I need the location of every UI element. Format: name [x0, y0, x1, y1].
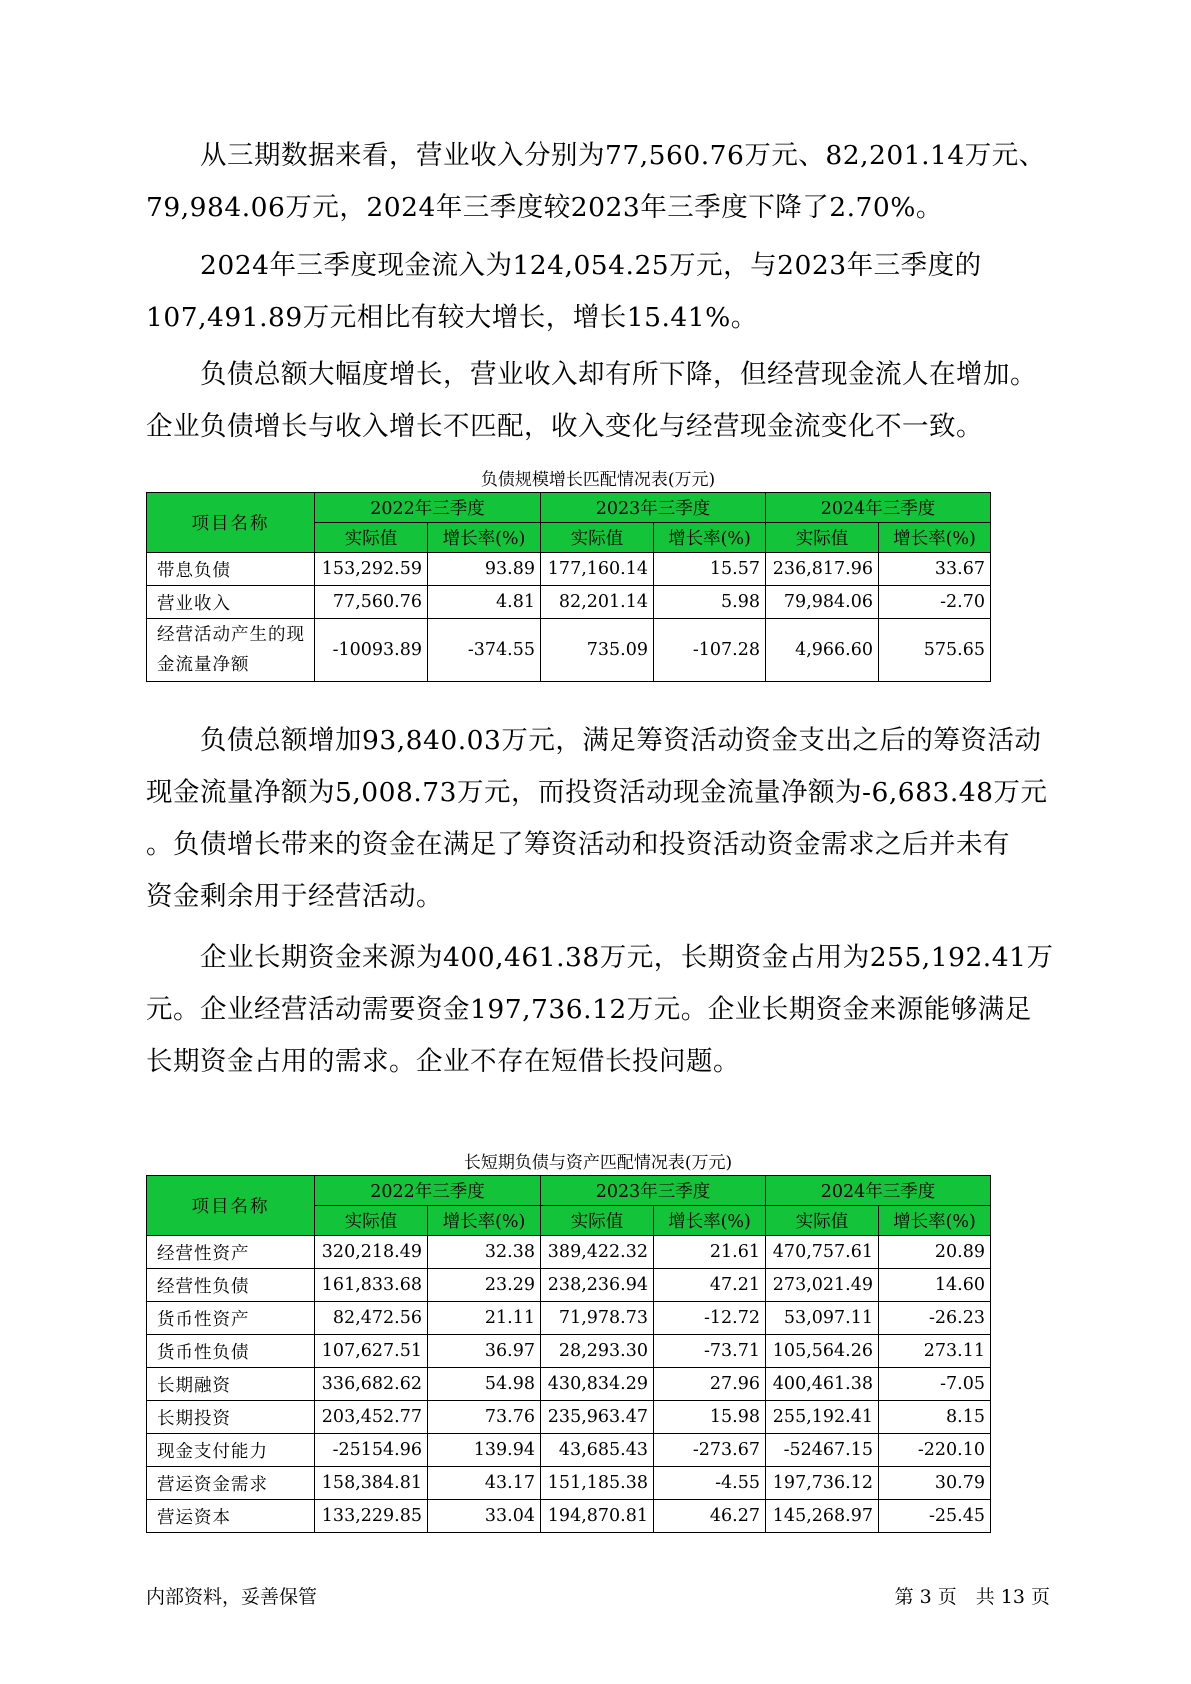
- header-period: 2022年三季度: [315, 1176, 541, 1206]
- row-label: 带息负债: [147, 553, 315, 586]
- footer-confidential: 内部资料，妥善保管: [146, 1586, 318, 1608]
- growth-rate-cell: 32.38: [428, 1236, 541, 1269]
- actual-value-cell: 177,160.14: [541, 553, 654, 586]
- paragraph-line: 负债总额增加93,840.03万元，满足筹资活动资金支出之后的筹资活动: [200, 725, 1042, 756]
- paragraph-line: 从三期数据来看，营业收入分别为77,560.76万元、82,201.14万元、: [200, 140, 1046, 171]
- header-actual-value: 实际值: [315, 1206, 428, 1236]
- table-row: [147, 619, 991, 682]
- growth-rate-cell: 33.04: [428, 1500, 541, 1533]
- row-label: 长期投资: [147, 1401, 315, 1434]
- paragraph-line: 107,491.89万元相比有较大增长，增长15.41%。: [146, 302, 758, 333]
- actual-value-cell: 79,984.06: [766, 586, 879, 619]
- actual-value-cell: 194,870.81: [541, 1500, 654, 1533]
- header-item-name: 项目名称: [147, 493, 315, 553]
- actual-value-cell: 77,560.76: [315, 586, 428, 619]
- actual-value-cell: 400,461.38: [766, 1368, 879, 1401]
- header-item-name: 项目名称: [147, 1176, 315, 1236]
- actual-value-cell: 430,834.29: [541, 1368, 654, 1401]
- header-period: 2024年三季度: [766, 493, 991, 523]
- growth-rate-cell: 15.57: [654, 553, 766, 586]
- actual-value-cell: 145,268.97: [766, 1500, 879, 1533]
- actual-value-cell: 320,218.49: [315, 1236, 428, 1269]
- table1-body: [147, 553, 991, 682]
- actual-value-cell: 4,966.60: [766, 619, 879, 682]
- actual-value-cell: 82,201.14: [541, 586, 654, 619]
- header-growth-rate: 增长率(%): [879, 523, 991, 553]
- growth-rate-cell: 8.15: [879, 1401, 991, 1434]
- table2-caption: 长短期负债与资产匹配情况表(万元): [463, 1153, 733, 1173]
- actual-value-cell: 28,293.30: [541, 1335, 654, 1368]
- actual-value-cell: 255,192.41: [766, 1401, 879, 1434]
- header-actual-value: 实际值: [766, 1206, 879, 1236]
- paragraph-cash-inflow: [146, 240, 1054, 344]
- actual-value-cell: 389,422.32: [541, 1236, 654, 1269]
- header-actual-value: 实际值: [541, 1206, 654, 1236]
- growth-rate-cell: 46.27: [654, 1500, 766, 1533]
- actual-value-cell: 161,833.68: [315, 1269, 428, 1302]
- paragraph-line: 现金流量净额为5,008.73万元，而投资活动现金流量净额为-6,683.48万元: [146, 777, 1048, 808]
- actual-value-cell: 158,384.81: [315, 1467, 428, 1500]
- header-growth-rate: 增长率(%): [654, 1206, 766, 1236]
- actual-value-cell: 107,627.51: [315, 1335, 428, 1368]
- table-row: [147, 1302, 991, 1335]
- paragraph-line: 79,984.06万元，2024年三季度较2023年三季度下降了2.70%。: [146, 192, 943, 223]
- paragraph-debt-increase: [146, 715, 1054, 923]
- row-label: 货币性负债: [147, 1335, 315, 1368]
- row-label: 长期融资: [147, 1368, 315, 1401]
- table1-caption: 负债规模增长匹配情况表(万元): [480, 470, 716, 490]
- growth-rate-cell: 73.76: [428, 1401, 541, 1434]
- table-row: [147, 1467, 991, 1500]
- table-row: [147, 1500, 991, 1533]
- actual-value-cell: 151,185.38: [541, 1467, 654, 1500]
- header-period: 2023年三季度: [541, 493, 766, 523]
- paragraph-line: 长期资金占用的需求。企业不存在短借长投问题。: [146, 1046, 740, 1077]
- header-growth-rate: 增长率(%): [879, 1206, 991, 1236]
- growth-rate-cell: -26.23: [879, 1302, 991, 1335]
- growth-rate-cell: 43.17: [428, 1467, 541, 1500]
- actual-value-cell: 238,236.94: [541, 1269, 654, 1302]
- growth-rate-cell: 36.97: [428, 1335, 541, 1368]
- liability-asset-match-table: [146, 1175, 991, 1533]
- growth-rate-cell: 21.61: [654, 1236, 766, 1269]
- table-row: [147, 586, 991, 619]
- debt-growth-table: [146, 492, 991, 682]
- actual-value-cell: 273,021.49: [766, 1269, 879, 1302]
- row-label: 营业收入: [147, 586, 315, 619]
- growth-rate-cell: 15.98: [654, 1401, 766, 1434]
- growth-rate-cell: -25.45: [879, 1500, 991, 1533]
- header-growth-rate: 增长率(%): [428, 1206, 541, 1236]
- paragraph-long-term-funds: [146, 932, 1054, 1088]
- header-growth-rate: 增长率(%): [654, 523, 766, 553]
- paragraph-debt-mismatch: [146, 349, 1054, 453]
- row-label: 现金支付能力: [147, 1434, 315, 1467]
- actual-value-cell: 105,564.26: [766, 1335, 879, 1368]
- table-row: [147, 1434, 991, 1467]
- actual-value-cell: 153,292.59: [315, 553, 428, 586]
- paragraph-line: 企业长期资金来源为400,461.38万元，长期资金占用为255,192.41万: [200, 942, 1054, 973]
- actual-value-cell: -10093.89: [315, 619, 428, 682]
- table-row: [147, 1368, 991, 1401]
- paragraph-line: 元。企业经营活动需要资金197,736.12万元。企业长期资金来源能够满足: [146, 994, 1032, 1025]
- row-label: 营运资本: [147, 1500, 315, 1533]
- growth-rate-cell: 273.11: [879, 1335, 991, 1368]
- growth-rate-cell: -374.55: [428, 619, 541, 682]
- growth-rate-cell: 21.11: [428, 1302, 541, 1335]
- table-row: [147, 1269, 991, 1302]
- growth-rate-cell: -7.05: [879, 1368, 991, 1401]
- paragraph-line: 资金剩余用于经营活动。: [146, 881, 443, 912]
- table-row: [147, 1236, 991, 1269]
- paragraph-line: 企业负债增长与收入增长不匹配，收入变化与经营现金流变化不一致。: [146, 411, 983, 442]
- actual-value-cell: 82,472.56: [315, 1302, 428, 1335]
- growth-rate-cell: 30.79: [879, 1467, 991, 1500]
- actual-value-cell: -25154.96: [315, 1434, 428, 1467]
- growth-rate-cell: 33.67: [879, 553, 991, 586]
- growth-rate-cell: -73.71: [654, 1335, 766, 1368]
- actual-value-cell: 470,757.61: [766, 1236, 879, 1269]
- table-row: [147, 1335, 991, 1368]
- growth-rate-cell: 23.29: [428, 1269, 541, 1302]
- growth-rate-cell: 575.65: [879, 619, 991, 682]
- row-label: 货币性资产: [147, 1302, 315, 1335]
- growth-rate-cell: -12.72: [654, 1302, 766, 1335]
- growth-rate-cell: -273.67: [654, 1434, 766, 1467]
- growth-rate-cell: 20.89: [879, 1236, 991, 1269]
- header-actual-value: 实际值: [541, 523, 654, 553]
- actual-value-cell: 43,685.43: [541, 1434, 654, 1467]
- growth-rate-cell: 4.81: [428, 586, 541, 619]
- growth-rate-cell: 93.89: [428, 553, 541, 586]
- paragraph-line: 2024年三季度现金流入为124,054.25万元，与2023年三季度的: [200, 250, 982, 281]
- header-period: 2024年三季度: [766, 1176, 991, 1206]
- header-period: 2022年三季度: [315, 493, 541, 523]
- growth-rate-cell: -2.70: [879, 586, 991, 619]
- actual-value-cell: -52467.15: [766, 1434, 879, 1467]
- actual-value-cell: 236,817.96: [766, 553, 879, 586]
- header-actual-value: 实际值: [766, 523, 879, 553]
- row-label: 经营性资产: [147, 1236, 315, 1269]
- growth-rate-cell: 47.21: [654, 1269, 766, 1302]
- header-growth-rate: 增长率(%): [428, 523, 541, 553]
- header-actual-value: 实际值: [315, 523, 428, 553]
- actual-value-cell: 133,229.85: [315, 1500, 428, 1533]
- growth-rate-cell: 14.60: [879, 1269, 991, 1302]
- table-row: [147, 553, 991, 586]
- growth-rate-cell: 54.98: [428, 1368, 541, 1401]
- paragraph-revenue: [146, 130, 1054, 234]
- header-period: 2023年三季度: [541, 1176, 766, 1206]
- row-label: 营运资金需求: [147, 1467, 315, 1500]
- growth-rate-cell: 139.94: [428, 1434, 541, 1467]
- growth-rate-cell: -107.28: [654, 619, 766, 682]
- paragraph-line: 。负债增长带来的资金在满足了筹资活动和投资活动资金需求之后并未有: [146, 829, 1010, 860]
- growth-rate-cell: 5.98: [654, 586, 766, 619]
- paragraph-line: 负债总额大幅度增长，营业收入却有所下降，但经营现金流人在增加。: [200, 359, 1037, 390]
- row-label: 经营性负债: [147, 1269, 315, 1302]
- growth-rate-cell: -4.55: [654, 1467, 766, 1500]
- table2-body: [147, 1236, 991, 1533]
- footer-page-number: 第 3 页 共 13 页: [894, 1586, 1050, 1608]
- actual-value-cell: 197,736.12: [766, 1467, 879, 1500]
- actual-value-cell: 53,097.11: [766, 1302, 879, 1335]
- actual-value-cell: 71,978.73: [541, 1302, 654, 1335]
- actual-value-cell: 203,452.77: [315, 1401, 428, 1434]
- actual-value-cell: 336,682.62: [315, 1368, 428, 1401]
- actual-value-cell: 735.09: [541, 619, 654, 682]
- growth-rate-cell: -220.10: [879, 1434, 991, 1467]
- actual-value-cell: 235,963.47: [541, 1401, 654, 1434]
- growth-rate-cell: 27.96: [654, 1368, 766, 1401]
- table-row: [147, 1401, 991, 1434]
- row-label: 经营活动产生的现金流量净额: [147, 619, 315, 682]
